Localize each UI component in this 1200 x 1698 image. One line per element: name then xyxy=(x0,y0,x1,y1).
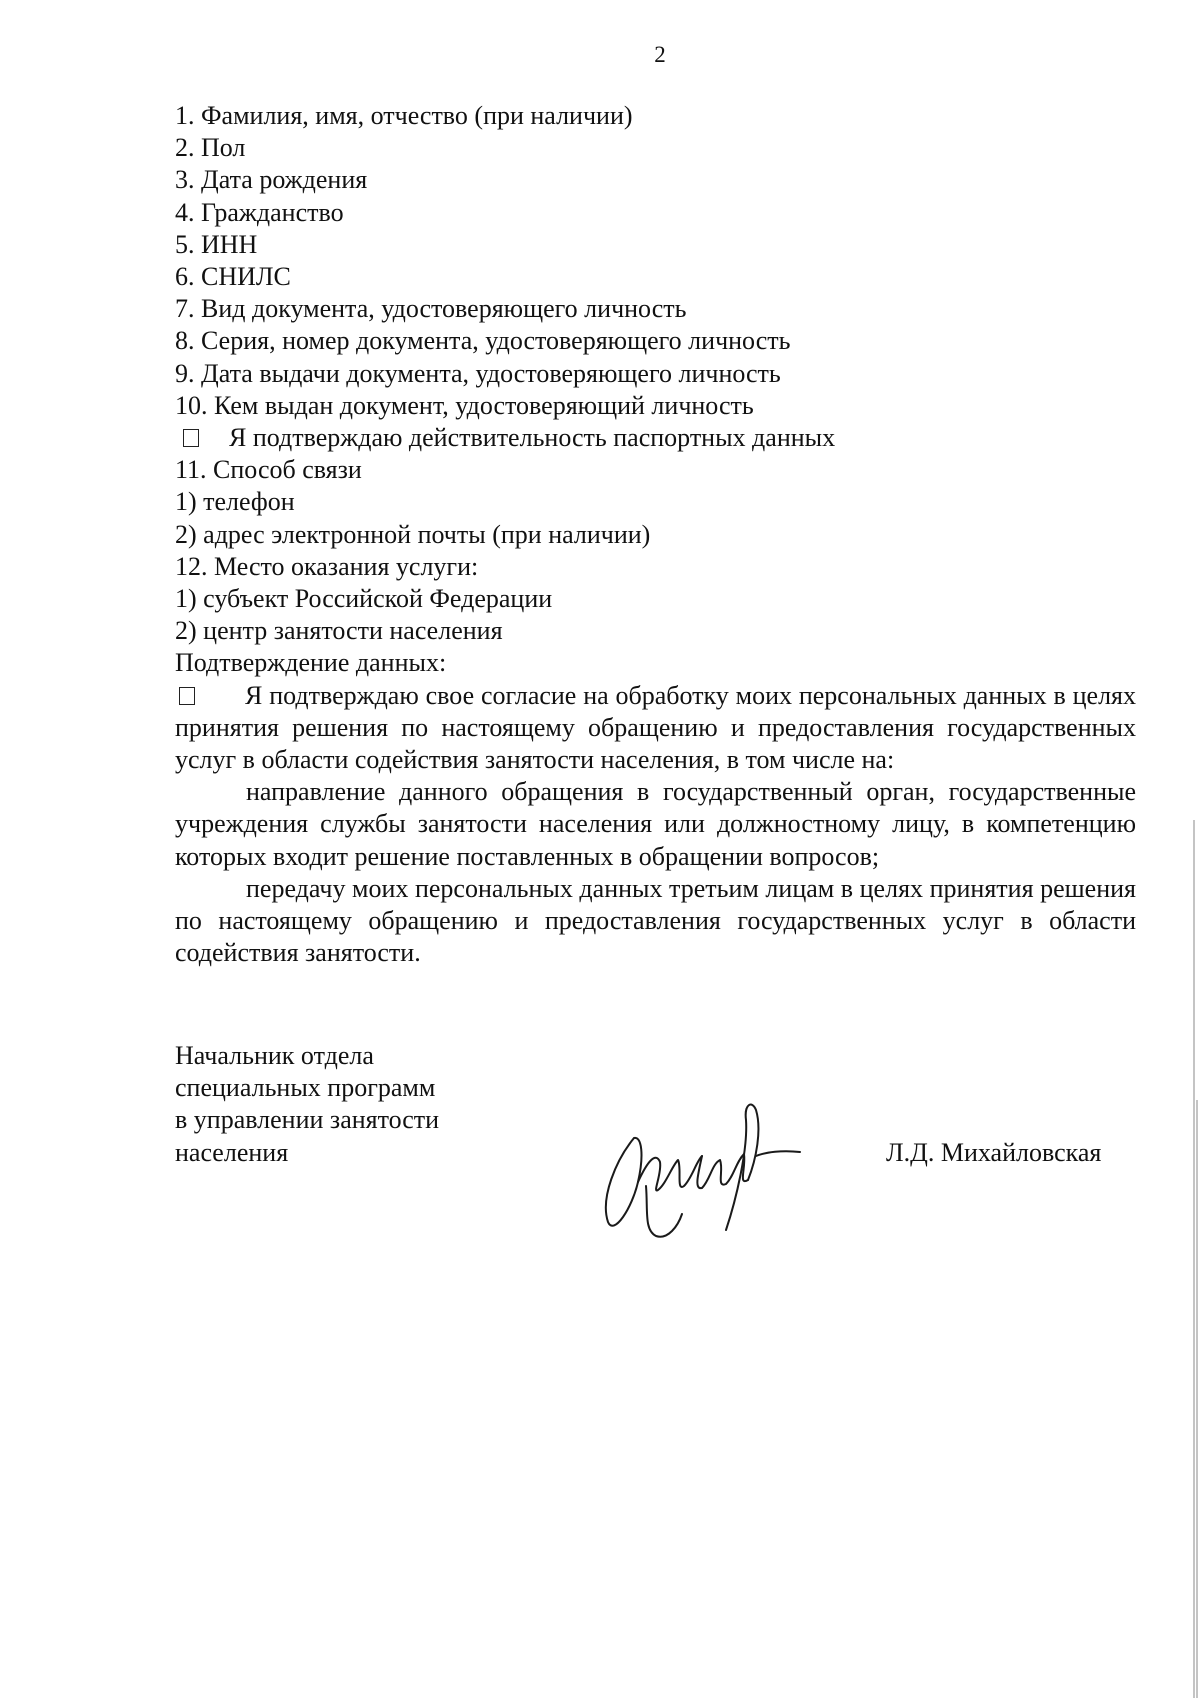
consent-item-forwarding: направление данного обращения в государственный орган, государственные учреждения службы занятости населения или должностному лицу, в компетенцию которых входит решение поставленных в обращении вопросов; xyxy=(175,777,1136,871)
place-heading: 12. Место оказания услуги: xyxy=(175,551,479,581)
position-line: специальных программ xyxy=(175,1073,436,1103)
contact-item-phone: 1) телефон xyxy=(175,487,295,517)
document-body xyxy=(175,100,1136,969)
confirmation-heading: Подтверждение данных: xyxy=(175,648,447,678)
handwritten-signature xyxy=(586,1090,816,1240)
contact-item-email: 2) адрес электронной почты (при наличии) xyxy=(175,519,651,549)
scan-edge-marks xyxy=(1188,0,1200,1698)
consent-paragraph xyxy=(175,680,1136,777)
field-id-document-issuer: 10. Кем выдан документ, удостоверяющий личность xyxy=(175,390,754,420)
signatory-position xyxy=(175,1040,439,1169)
contact-heading: 11. Способ связи xyxy=(175,455,362,485)
position-line: населения xyxy=(175,1137,289,1167)
consent-item-transfer: передачу моих персональных данных третьим лицам в целях принятия решения по настоящему обращению и предоставления государственных услуг в области содействия занятости. xyxy=(175,873,1136,968)
field-inn: 5. ИНН xyxy=(175,229,258,259)
passport-confirm-checkbox[interactable] xyxy=(183,429,199,447)
page-number: 2 xyxy=(654,42,666,67)
position-line: в управлении занятости xyxy=(175,1105,440,1135)
place-item-region: 1) субъект Российской Федерации xyxy=(175,584,553,614)
signer-name: Л.Д. Михайловская xyxy=(886,1138,1102,1167)
position-line: Начальник отдела xyxy=(175,1041,374,1070)
field-id-document-type: 7. Вид документа, удостоверяющего личность xyxy=(175,294,687,324)
field-birth-date: 3. Дата рождения xyxy=(175,165,368,195)
field-citizenship: 4. Гражданство xyxy=(175,197,344,227)
place-item-employment-center: 2) центр занятости населения xyxy=(175,616,503,646)
passport-confirm-label: Я подтверждаю действительность паспортных данных xyxy=(229,423,836,453)
field-id-document-number: 8. Серия, номер документа, удостоверяющего личность xyxy=(175,326,791,356)
field-id-document-issue-date: 9. Дата выдачи документа, удостоверяющего личность xyxy=(175,358,781,388)
consent-text: Я подтверждаю свое согласие на обработку моих персональных данных в целях принятия решения по настоящему обращению и предоставления государственных услуг в области содействия занятости населения, в том числе на: xyxy=(175,680,1136,775)
passport-confirm-row xyxy=(175,422,1136,454)
field-sex: 2. Пол xyxy=(175,133,246,163)
field-snils: 6. СНИЛС xyxy=(175,262,291,292)
consent-checkbox[interactable] xyxy=(179,687,195,705)
field-full-name: 1. Фамилия, имя, отчество (при наличии) xyxy=(175,101,633,130)
